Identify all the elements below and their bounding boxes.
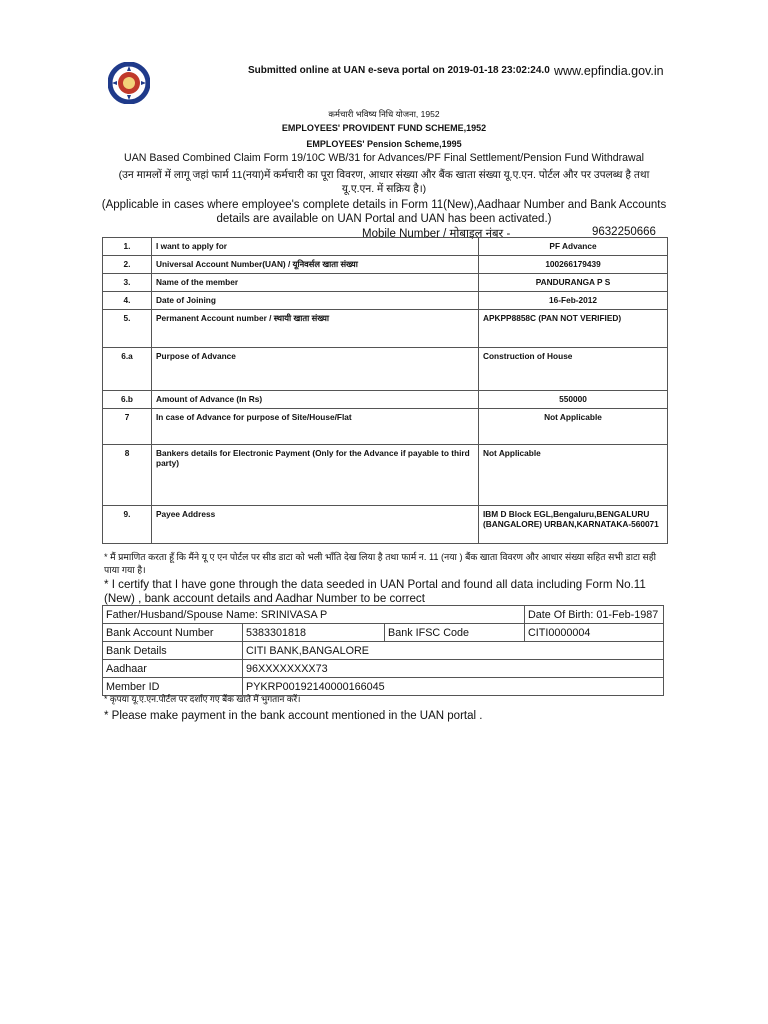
row-number: 9. (103, 506, 152, 544)
row-number: 7 (103, 409, 152, 445)
member-id-value: PYKRP00192140000166045 (243, 678, 664, 696)
table-row (103, 660, 664, 678)
row-value: Not Applicable (479, 445, 668, 506)
row-number: 2. (103, 256, 152, 274)
hindi-applicability-note: (उन मामलों में लागू जहां फार्म 11(नया)में कर्मचारी का पूरा विवरण, आधार संख्या और बैंक खाता संख्या यू.ए.एन. पोर्टल और पर उपलब्ध है तथा यू.ए.एन. में सक्रिय है।) (118, 169, 650, 195)
table-row (103, 506, 668, 544)
mobile-label: Mobile Number / मोबाइल नंबर - (362, 228, 511, 240)
table-row (103, 409, 668, 445)
pf-scheme-title: EMPLOYEES' PROVIDENT FUND SCHEME,1952 (281, 123, 487, 133)
ifsc-value: CITI0000004 (525, 624, 664, 642)
bank-details-table (102, 605, 664, 696)
row-label: Payee Address (152, 506, 479, 544)
table-row (103, 348, 668, 391)
row-value: 16-Feb-2012 (479, 292, 668, 310)
row-value: PF Advance (479, 238, 668, 256)
form-title: UAN Based Combined Claim Form 19/10C WB/31 for Advances/PF Final Settlement/Pension Fund Withdrawal (124, 152, 644, 164)
row-value: APKPP8858C (PAN NOT VERIFIED) (479, 310, 668, 348)
payment-note: * Please make payment in the bank account mentioned in the UAN portal . (104, 710, 483, 722)
row-value: 550000 (479, 391, 668, 409)
row-value: Construction of House (479, 348, 668, 391)
certification-statement: * I certify that I have gone through the data seeded in UAN Portal and found all data including Form No.11 (New) , bank account details and Aadhar Number to be correct (104, 578, 646, 605)
row-label: Bankers details for Electronic Payment (Only for the Advance if payable to third party) (152, 445, 479, 506)
row-value: 100266179439 (479, 256, 668, 274)
row-number: 8 (103, 445, 152, 506)
row-label: Universal Account Number(UAN) / यूनिवर्सल खाता संख्या (152, 256, 479, 274)
claim-details-table (102, 237, 668, 544)
row-label: Name of the member (152, 274, 479, 292)
row-label: Date of Joining (152, 292, 479, 310)
row-label: Purpose of Advance (152, 348, 479, 391)
mobile-value: 9632250666 (592, 226, 656, 238)
table-row (103, 292, 668, 310)
row-value: IBM D Block EGL,Bengaluru,BENGALURU (BANGALORE) URBAN,KARNATAKA-560071 (479, 506, 668, 544)
bank-details-label: Bank Details (103, 642, 243, 660)
table-row (103, 391, 668, 409)
row-label: Amount of Advance (In Rs) (152, 391, 479, 409)
account-label: Bank Account Number (103, 624, 243, 642)
table-row (103, 606, 664, 624)
table-row (103, 624, 664, 642)
table-row (103, 274, 668, 292)
hindi-payment-note: * कृपया यू.ए.एन.पोर्टल पर दर्शाए गए बैंक खाते में भुगतान करें। (104, 694, 301, 704)
pension-scheme-title: EMPLOYEES' Pension Scheme,1995 (306, 139, 462, 149)
submission-timestamp: Submitted online at UAN e-seva portal on 2019-01-18 23:02:24.0 (248, 65, 550, 76)
ifsc-label: Bank IFSC Code (385, 624, 525, 642)
date-of-birth: Date Of Birth: 01-Feb-1987 (525, 606, 664, 624)
row-number: 1. (103, 238, 152, 256)
bank-details-value: CITI BANK,BANGALORE (243, 642, 664, 660)
member-id-label: Member ID (103, 678, 243, 696)
aadhaar-label: Aadhaar (103, 660, 243, 678)
row-label: In case of Advance for purpose of Site/House/Flat (152, 409, 479, 445)
row-number: 6.b (103, 391, 152, 409)
row-label: Permanent Account number / स्थायी खाता संख्या (152, 310, 479, 348)
aadhaar-value: 96XXXXXXXX73 (243, 660, 664, 678)
row-value: PANDURANGA P S (479, 274, 668, 292)
table-row (103, 256, 668, 274)
row-value: Not Applicable (479, 409, 668, 445)
table-row (103, 445, 668, 506)
row-number: 4. (103, 292, 152, 310)
hindi-organization: कर्मचारी भविष्य निधि योजना, 1952 (328, 109, 440, 119)
hindi-declaration: * मैं प्रमाणित करता हूँ कि मैंने यू ए एन पोर्टल पर सीड डाटा को भली भाँति देख लिया है तथा फार्म न. 11 (नया ) बैंक खाता विवरण और आधार संख्या सहित सभी डाटा सही पाया गया है। (104, 552, 657, 575)
applicability-note: (Applicable in cases where employee's complete details in Form 11(New),Aadhaar Number and Bank Accounts details are available on UAN Portal and UAN has been activated.) (101, 199, 667, 225)
row-number: 5. (103, 310, 152, 348)
table-row (103, 642, 664, 660)
table-row (103, 310, 668, 348)
account-value: 5383301818 (243, 624, 385, 642)
father-name: Father/Husband/Spouse Name: SRINIVASA P (103, 606, 525, 624)
website-url: www.epfindia.gov.in (554, 64, 664, 78)
row-label: I want to apply for (152, 238, 479, 256)
epfo-logo-icon (108, 62, 150, 104)
row-number: 6.a (103, 348, 152, 391)
row-number: 3. (103, 274, 152, 292)
table-row (103, 238, 668, 256)
